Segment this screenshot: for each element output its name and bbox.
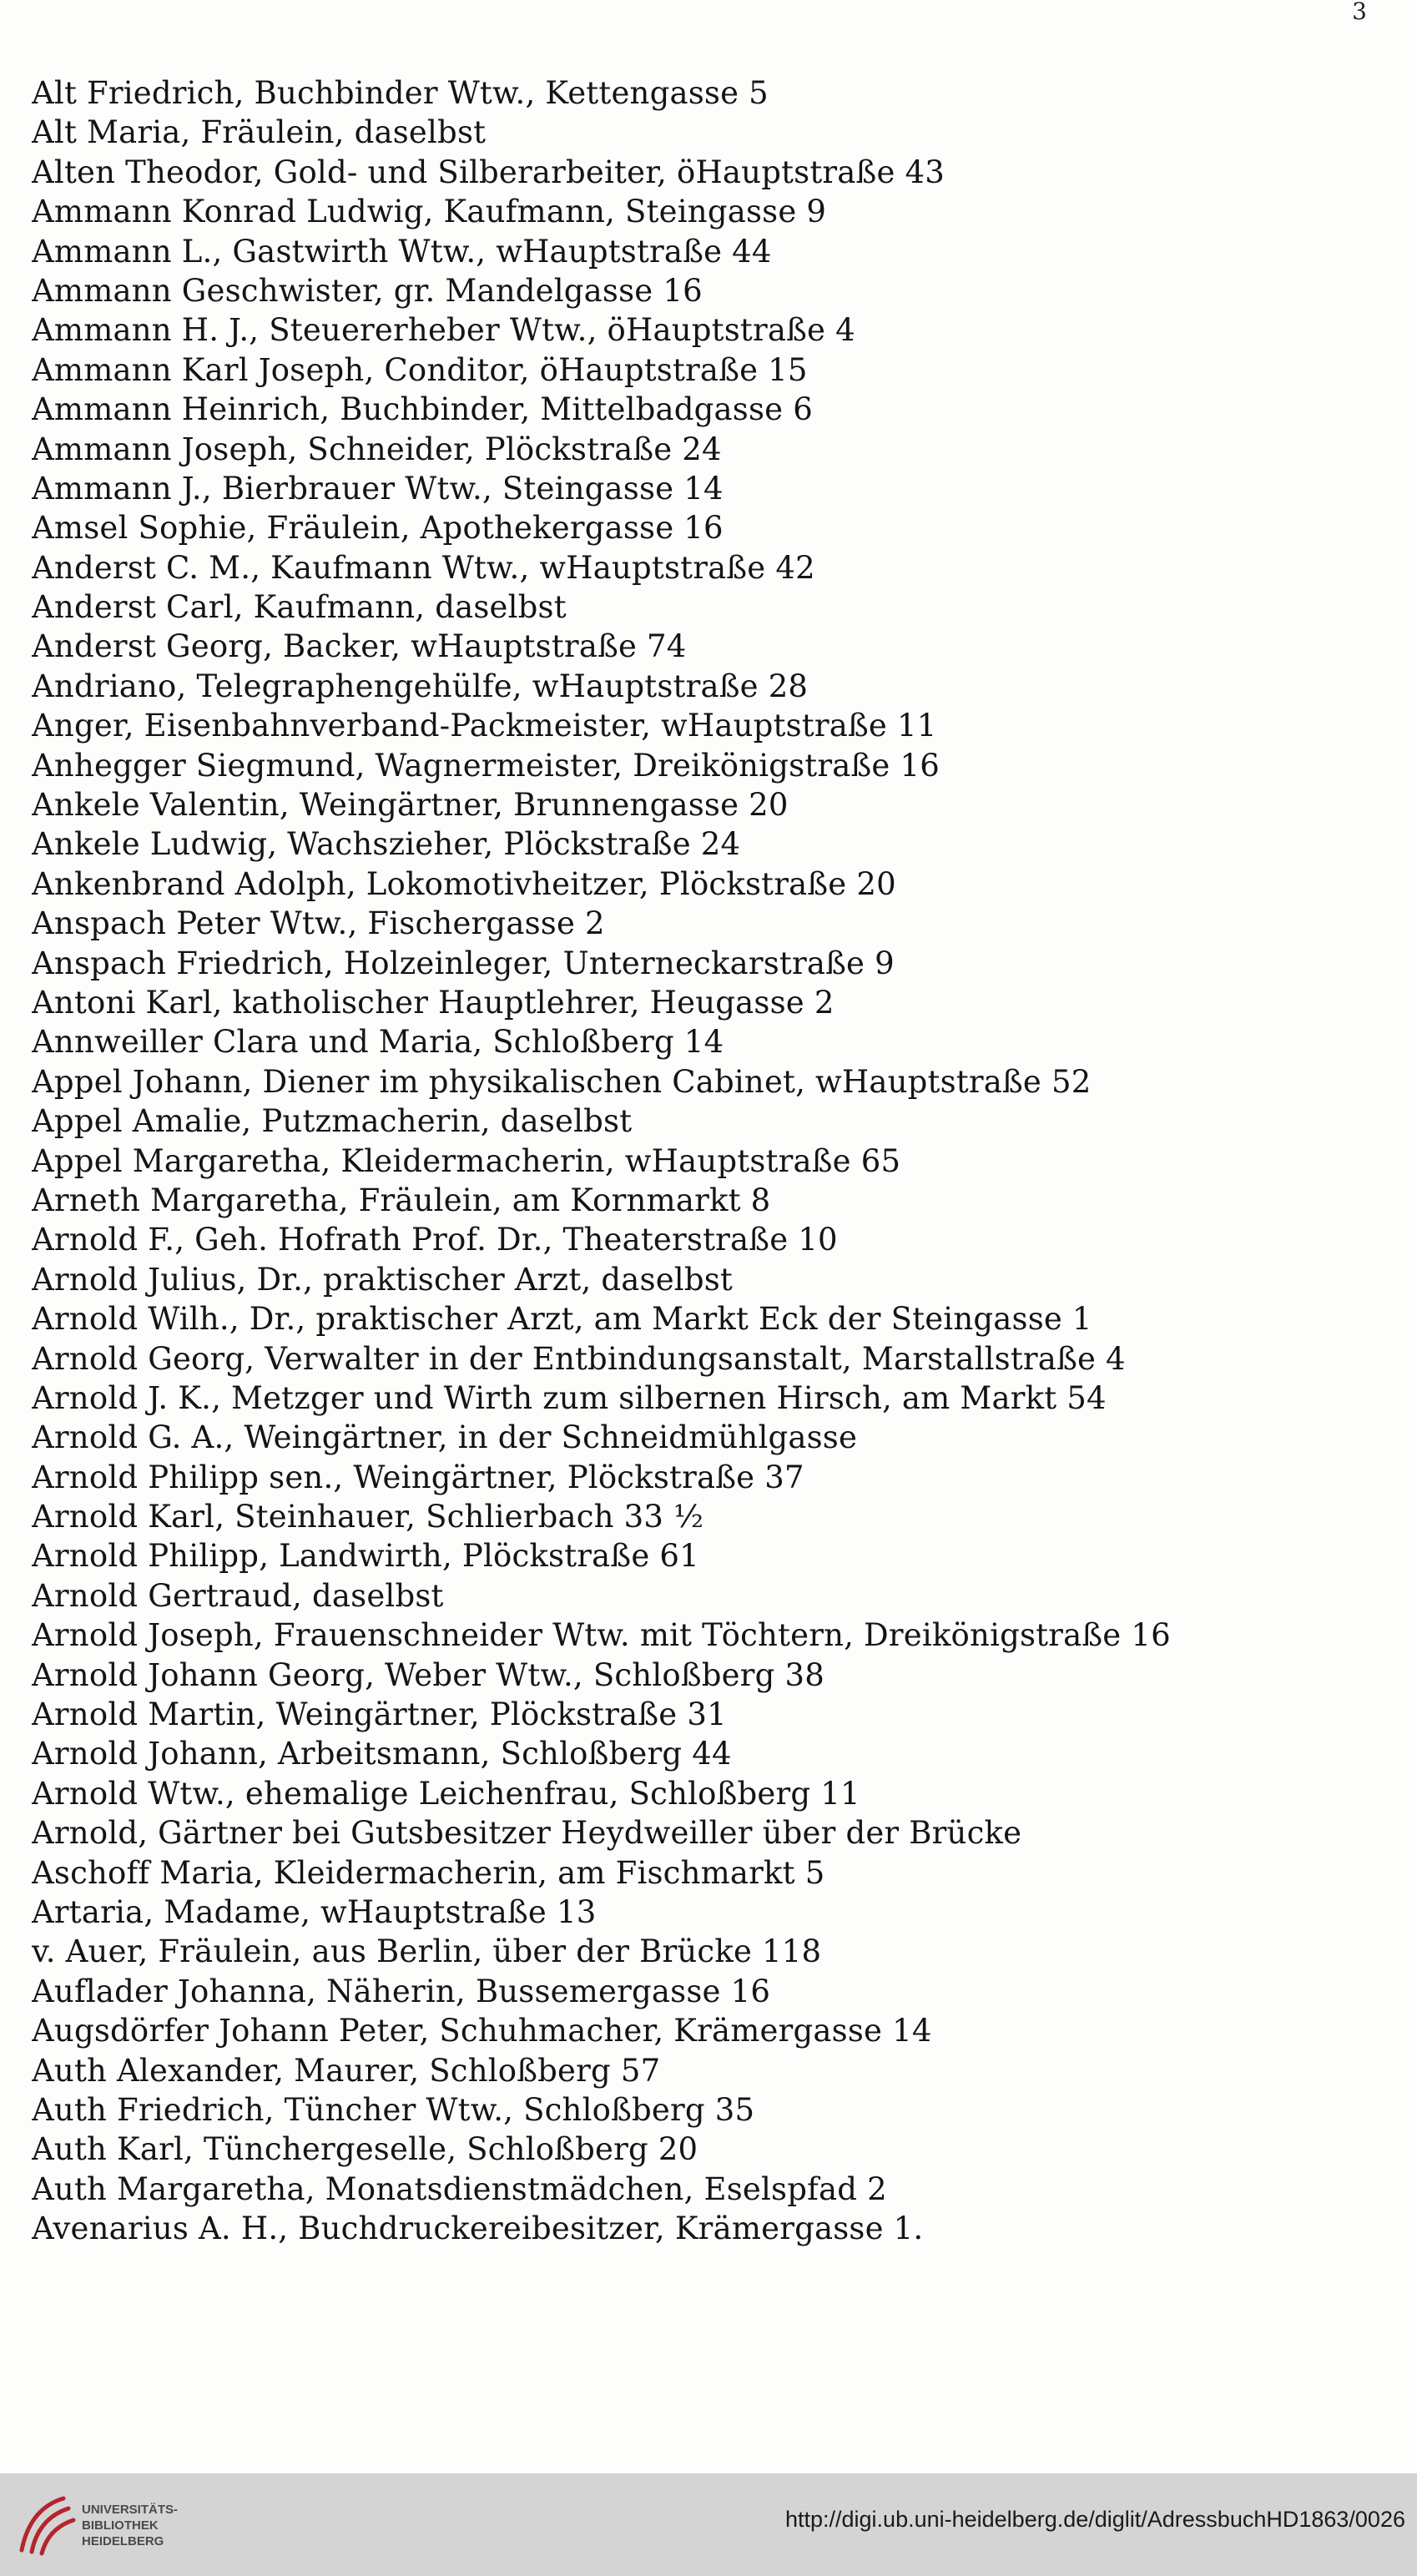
library-name-line-3: HEIDELBERG bbox=[82, 2534, 164, 2548]
directory-entry: Arnold, Gärtner bei Gutsbesitzer Heydweiller über der Brücke bbox=[32, 1815, 1022, 1852]
directory-entry: Auth Friedrich, Tüncher Wtw., Schloßberg 35 bbox=[32, 2091, 755, 2128]
directory-entry: Avenarius A. H., Buchdruckereibesitzer, Krämergasse 1. bbox=[32, 2211, 924, 2247]
directory-entry: Ammann L., Gastwirth Wtw., wHauptstraße 44 bbox=[32, 233, 772, 270]
university-library-logo-icon[interactable] bbox=[13, 2492, 80, 2558]
directory-entry: Alt Friedrich, Buchbinder Wtw., Kettengasse 5 bbox=[32, 75, 769, 111]
directory-entry: Amsel Sophie, Fräulein, Apothekergasse 16 bbox=[32, 510, 724, 547]
directory-entry: Arnold G. A., Weingärtner, in der Schneidmühlgasse bbox=[32, 1419, 858, 1456]
directory-entry: Anderst Georg, Backer, wHauptstraße 74 bbox=[32, 628, 687, 665]
directory-entry: Arnold Johann, Arbeitsmann, Schloßberg 44 bbox=[32, 1736, 732, 1772]
directory-entry: Alt Maria, Fräulein, daselbst bbox=[32, 114, 487, 151]
directory-entry: v. Auer, Fräulein, aus Berlin, über der Brücke 118 bbox=[32, 1933, 822, 1970]
directory-entry: Arnold Wtw., ehemalige Leichenfrau, Schloßberg 11 bbox=[32, 1775, 860, 1812]
directory-entry: Arnold Martin, Weingärtner, Plöckstraße 31 bbox=[32, 1696, 727, 1733]
source-url-link[interactable]: http://digi.ub.uni-heidelberg.de/diglit/AdressbuchHD1863/0026 bbox=[784, 2507, 1405, 2532]
directory-entry: Andriano, Telegraphengehülfe, wHauptstraße 28 bbox=[32, 668, 809, 704]
directory-entry: Appel Amalie, Putzmacherin, daselbst bbox=[32, 1103, 633, 1140]
page-corner-mark: 3 bbox=[1352, 0, 1367, 25]
library-name-line-2: BIBLIOTHEK bbox=[82, 2518, 159, 2533]
directory-entry: Arnold Gertraud, daselbst bbox=[32, 1577, 444, 1614]
directory-entry: Arnold Philipp sen., Weingärtner, Plöckstraße 37 bbox=[32, 1459, 804, 1495]
directory-entry: Ammann Joseph, Schneider, Plöckstraße 24 bbox=[32, 431, 722, 467]
directory-entry: Anspach Peter Wtw., Fischergasse 2 bbox=[32, 905, 605, 942]
directory-entry: Alten Theodor, Gold- und Silberarbeiter, öHauptstraße 43 bbox=[32, 154, 946, 190]
directory-entry: Arneth Margaretha, Fräulein, am Kornmarkt 8 bbox=[32, 1182, 771, 1218]
directory-entry: Auflader Johanna, Näherin, Bussemergasse 16 bbox=[32, 1973, 771, 2009]
directory-entry: Ammann J., Bierbrauer Wtw., Steingasse 14 bbox=[32, 470, 724, 507]
directory-entry: Arnold Karl, Steinhauer, Schlierbach 33 ½ bbox=[32, 1499, 704, 1535]
directory-entry: Ankele Valentin, Weingärtner, Brunnengasse 20 bbox=[32, 787, 789, 824]
directory-entry: Aschoff Maria, Kleidermacherin, am Fischmarkt 5 bbox=[32, 1854, 825, 1891]
directory-entry: Augsdörfer Johann Peter, Schuhmacher, Krämergasse 14 bbox=[32, 2013, 932, 2049]
directory-entry: Appel Margaretha, Kleidermacherin, wHauptstraße 65 bbox=[32, 1142, 901, 1179]
viewer-footer bbox=[0, 2473, 1417, 2576]
directory-entry: Auth Alexander, Maurer, Schloßberg 57 bbox=[32, 2052, 661, 2089]
directory-entry: Arnold Joseph, Frauenschneider Wtw. mit Töchtern, Dreikönigstraße 16 bbox=[32, 1617, 1171, 1654]
directory-entry: Arnold Georg, Verwalter in der Entbindungsanstalt, Marstallstraße 4 bbox=[32, 1340, 1126, 1377]
directory-entry: Anderst C. M., Kaufmann Wtw., wHauptstraße 42 bbox=[32, 549, 815, 586]
directory-entry: Ammann H. J., Steuererheber Wtw., öHauptstraße 4 bbox=[32, 312, 855, 349]
directory-entry: Arnold Julius, Dr., praktischer Arzt, daselbst bbox=[32, 1261, 733, 1298]
directory-entry: Anderst Carl, Kaufmann, daselbst bbox=[32, 589, 567, 626]
directory-entry: Auth Karl, Tünchergeselle, Schloßberg 20 bbox=[32, 2131, 698, 2168]
directory-entry: Ankele Ludwig, Wachszieher, Plöckstraße 24 bbox=[32, 826, 741, 863]
directory-entry: Auth Margaretha, Monatsdienstmädchen, Eselspfad 2 bbox=[32, 2170, 887, 2207]
directory-entry: Arnold F., Geh. Hofrath Prof. Dr., Theaterstraße 10 bbox=[32, 1222, 838, 1258]
directory-entry: Antoni Karl, katholischer Hauptlehrer, Heugasse 2 bbox=[32, 984, 835, 1021]
directory-entry: Arnold J. K., Metzger und Wirth zum silbernen Hirsch, am Markt 54 bbox=[32, 1379, 1107, 1416]
directory-entry: Annweiller Clara und Maria, Schloßberg 14 bbox=[32, 1024, 724, 1061]
directory-entry: Artaria, Madame, wHauptstraße 13 bbox=[32, 1893, 597, 1930]
directory-entry: Anger, Eisenbahnverband-Packmeister, wHauptstraße 11 bbox=[32, 708, 937, 744]
directory-entry: Ankenbrand Adolph, Lokomotivheitzer, Plöckstraße 20 bbox=[32, 865, 896, 902]
directory-entry: Ammann Heinrich, Buchbinder, Mittelbadgasse 6 bbox=[32, 391, 813, 428]
directory-entries bbox=[32, 73, 1384, 2248]
directory-entry: Anspach Friedrich, Holzeinleger, Unterneckarstraße 9 bbox=[32, 945, 895, 981]
directory-entry: Arnold Wilh., Dr., praktischer Arzt, am Markt Eck der Steingasse 1 bbox=[32, 1301, 1092, 1338]
directory-entry: Arnold Johann Georg, Weber Wtw., Schloßberg 38 bbox=[32, 1656, 824, 1693]
library-name-line-1: UNIVERSITÄTS- bbox=[82, 2503, 179, 2517]
directory-entry: Ammann Konrad Ludwig, Kaufmann, Steingasse 9 bbox=[32, 194, 827, 230]
directory-entry: Arnold Philipp, Landwirth, Plöckstraße 61 bbox=[32, 1538, 699, 1575]
directory-entry: Ammann Geschwister, gr. Mandelgasse 16 bbox=[32, 272, 703, 309]
directory-entry: Appel Johann, Diener im physikalischen Cabinet, wHauptstraße 52 bbox=[32, 1063, 1092, 1100]
directory-entry: Ammann Karl Joseph, Conditor, öHauptstraße 15 bbox=[32, 351, 808, 388]
directory-entry: Anhegger Siegmund, Wagnermeister, Dreikönigstraße 16 bbox=[32, 747, 940, 784]
library-name bbox=[82, 2502, 178, 2549]
